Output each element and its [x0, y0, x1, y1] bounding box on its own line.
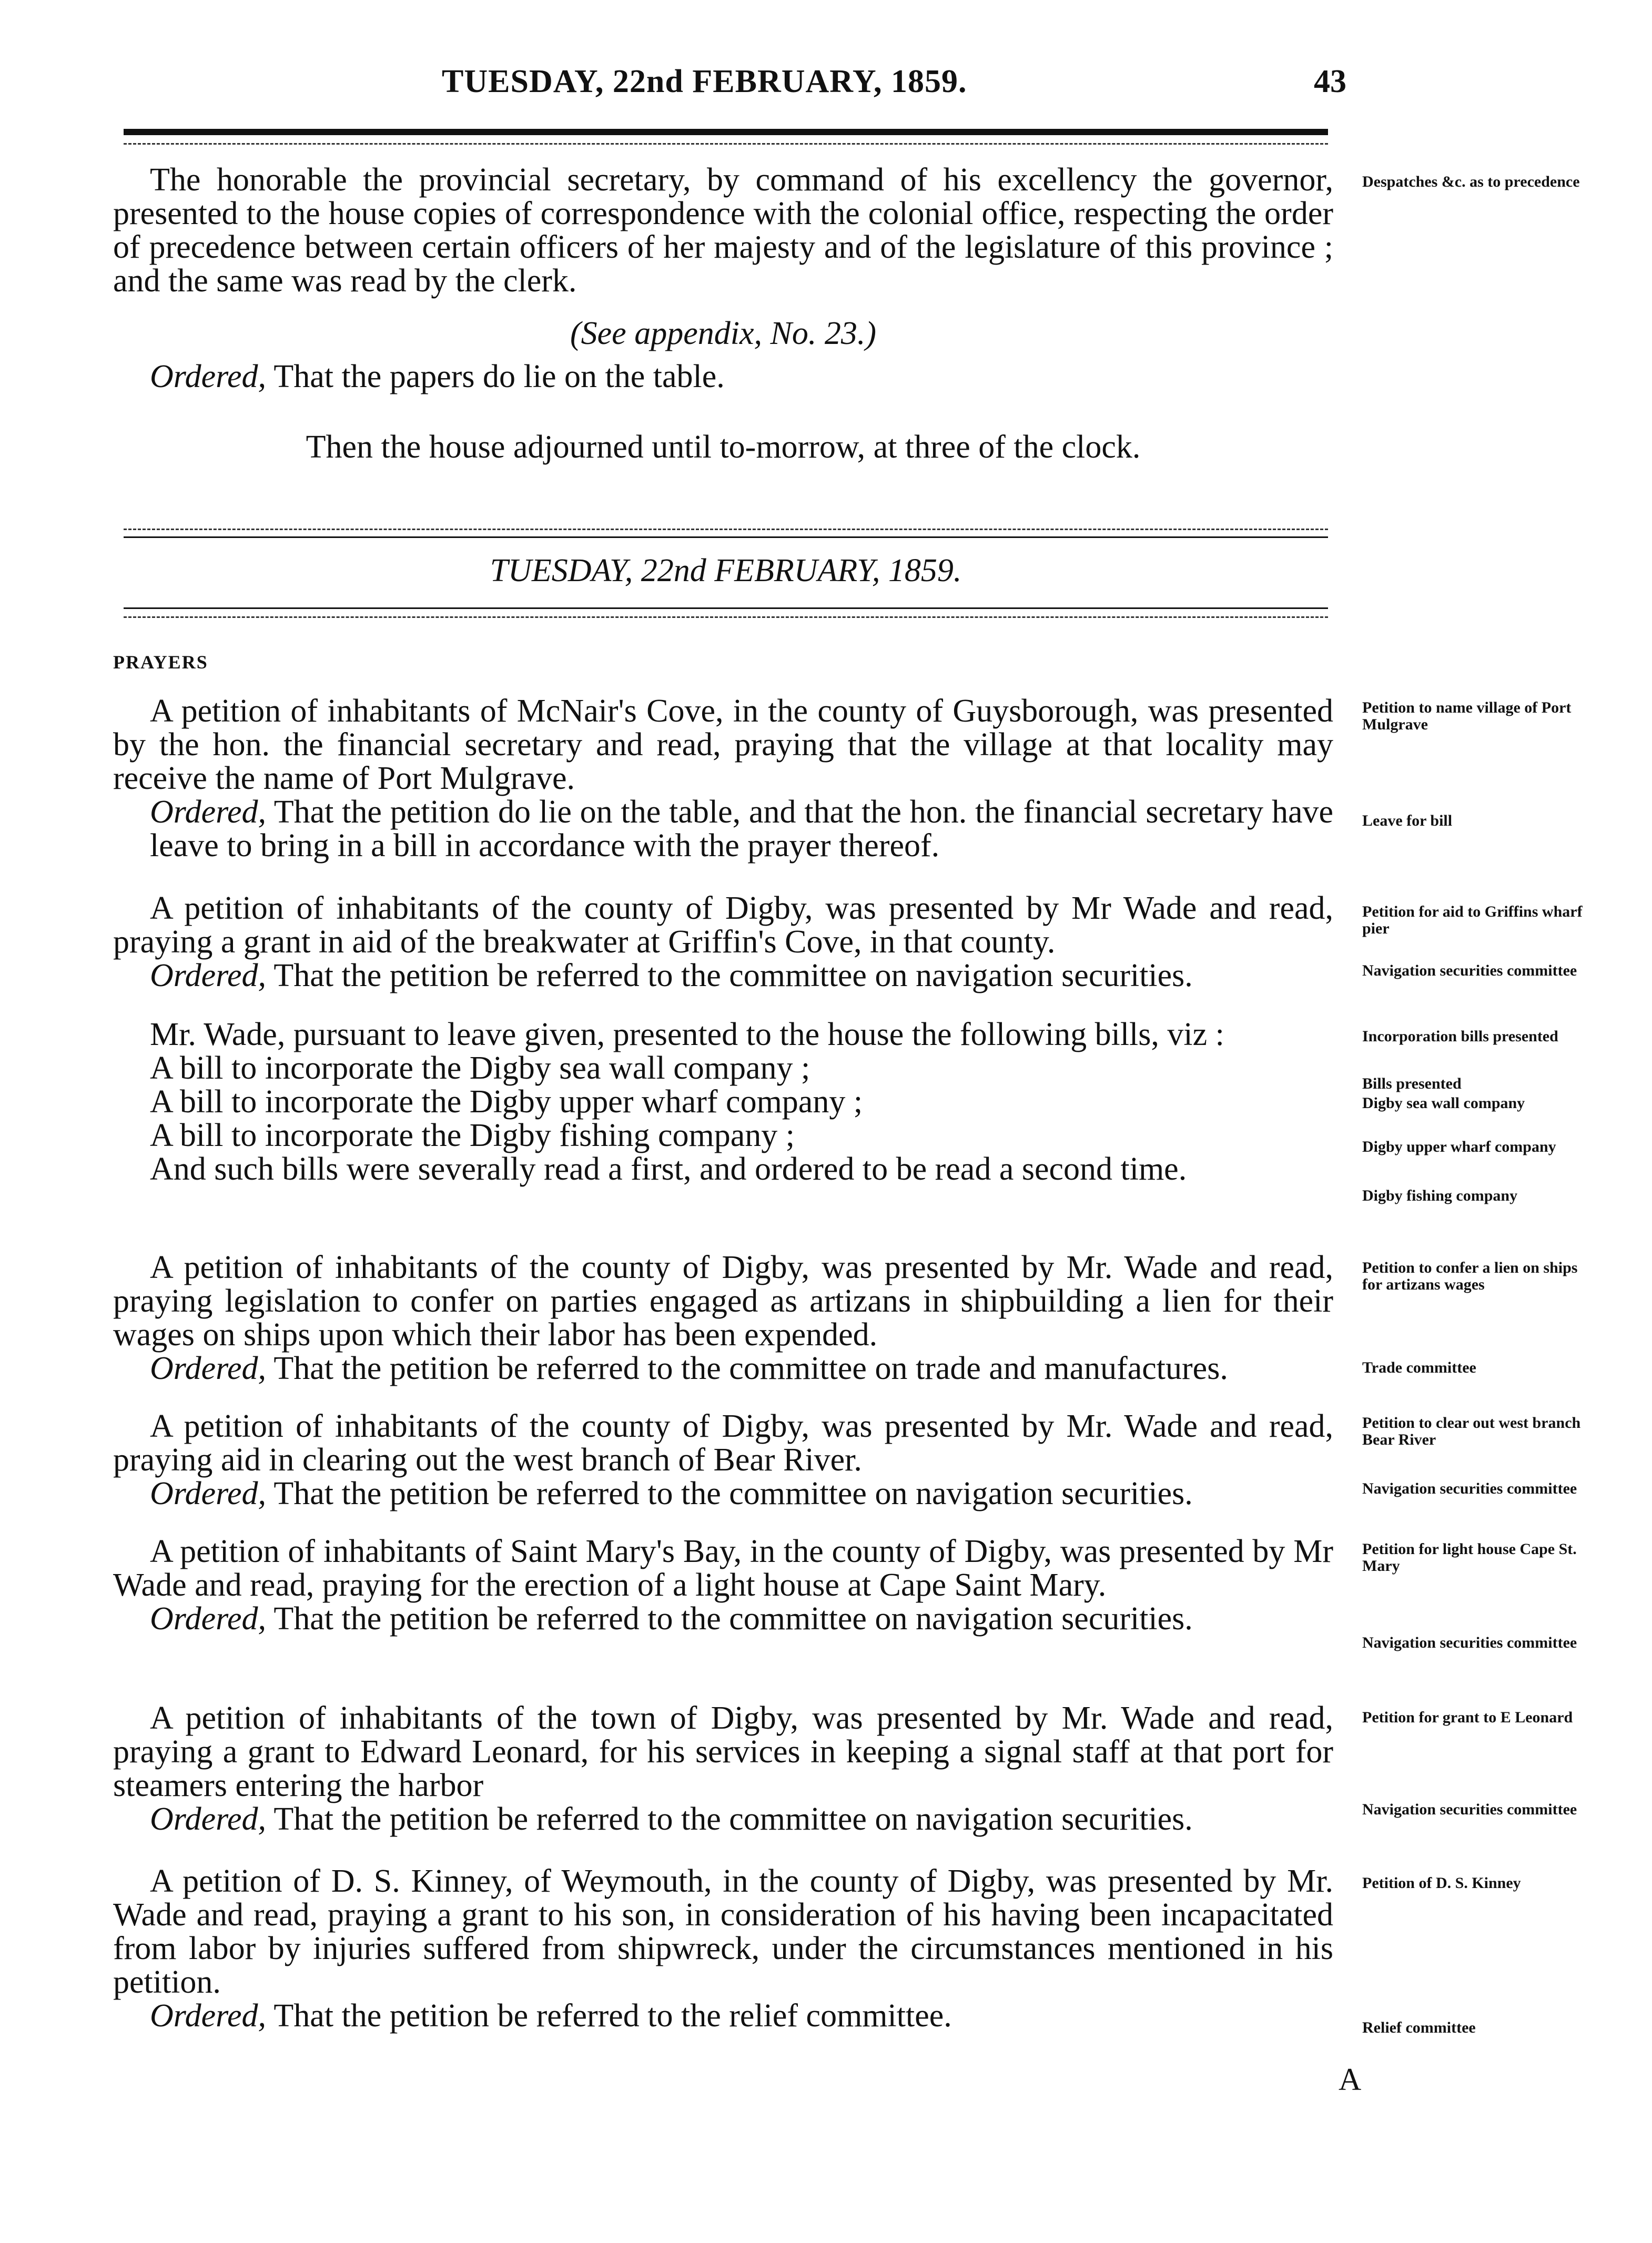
- entry-text: A petition of inhabitants of the county of Digby, was presented by Mr Wade and read, praying a grant in aid of the breakwater at Griffin's Cove, in that county.: [113, 890, 1333, 960]
- margin-note: Trade committee: [1362, 1359, 1476, 1376]
- ordered-text: That the papers do lie on the table.: [273, 359, 725, 394]
- ordered-label: Ordered,: [150, 794, 266, 830]
- entry-text: A petition of inhabitants of Saint Mary's Bay, in the county of Digby, was presented by Mr Wade and read, praying for the erection of a light house at Cape Saint Mary.: [113, 1534, 1333, 1603]
- entry-text: A petition of inhabitants of McNair's Cove, in the county of Guysborough, was presented by the hon. the financial secretary and read, praying that the village at that locality may receive the name of Port Mulgrave.: [113, 693, 1333, 796]
- ordered-line: [113, 795, 1333, 862]
- section-rule-top: [124, 529, 1328, 530]
- margin-note: Digby fishing company: [1362, 1187, 1518, 1204]
- margin-note: Navigation securities committee: [1362, 1801, 1577, 1818]
- margin-note: Incorporation bills presented: [1362, 1028, 1558, 1045]
- margin-note: Petition to clear out west branch Bear River: [1362, 1414, 1581, 1448]
- margin-note: Petition for light house Cape St. Mary: [1362, 1540, 1577, 1575]
- ordered-line: [113, 1802, 1333, 1836]
- margin-note-despatches: Despatches &c. as to precedence: [1362, 173, 1580, 190]
- adjournment-line: Then the house adjourned until to-morrow, at three of the clock.: [306, 429, 1141, 465]
- section-rule-bottom-2: [124, 616, 1328, 618]
- margin-note: Leave for bill: [1362, 812, 1453, 829]
- ordered-line: [113, 959, 1333, 992]
- ordered-text: That the petition be referred to the committee on navigation securities.: [273, 958, 1193, 993]
- ordered-label: Ordered,: [150, 1601, 266, 1637]
- ordered-line: [113, 1477, 1333, 1510]
- section-rule-bottom: [124, 607, 1328, 609]
- ordered-text: That the petition be referred to the relief committee.: [273, 1998, 952, 2034]
- section-rule-top-2: [124, 536, 1328, 538]
- margin-note: Navigation securities committee: [1362, 1634, 1577, 1651]
- section-date: TUESDAY, 22nd FEBRUARY, 1859.: [490, 553, 962, 588]
- entry-2: [113, 891, 1333, 992]
- ordered-text: That the petition do lie on the table, and that the hon. the financial secretary have leave to bring in a bill in accordance with the prayer thereof.: [150, 794, 1333, 864]
- entry-text: A petition of inhabitants of the county of Digby, was presented by Mr. Wade and read, praying aid in clearing out the west branch of Bear River.: [113, 1408, 1333, 1478]
- signature-mark: A: [1339, 2062, 1362, 2097]
- margin-note: Bills presented: [1362, 1075, 1462, 1092]
- ordered-line: [113, 1999, 1333, 2033]
- header-rule-dashed: [124, 143, 1328, 145]
- bill-list: [113, 1051, 1333, 1186]
- prayers-heading: PRAYERS: [113, 652, 208, 673]
- ordered-line: [113, 1352, 1333, 1385]
- margin-note: Petition to confer a lien on ships for artizans wages: [1362, 1259, 1578, 1293]
- margin-note: Digby upper wharf company: [1362, 1138, 1556, 1155]
- ordered-text: That the petition be referred to the committee on trade and manufactures.: [273, 1351, 1228, 1386]
- entry-text: Mr. Wade, pursuant to leave given, presented to the house the following bills, viz :: [150, 1017, 1224, 1052]
- margin-note: Digby sea wall company: [1362, 1094, 1525, 1112]
- ordered-label: Ordered,: [150, 1476, 266, 1511]
- ordered-text: That the petition be referred to the committee on navigation securities.: [273, 1601, 1193, 1637]
- ordered-text: That the petition be referred to the committee on navigation securities.: [273, 1801, 1193, 1837]
- list-item: A bill to incorporate the Digby fishing company ;: [150, 1118, 795, 1153]
- entry-text: A petition of inhabitants of the town of Digby, was presented by Mr. Wade and read, praying a grant to Edward Leonard, for his services in keeping a signal staff at that port for steamers entering the harbor: [113, 1700, 1333, 1803]
- ordered-line: [113, 360, 1333, 393]
- appendix-reference: (See appendix, No. 23.): [570, 316, 876, 351]
- entry-1: [113, 694, 1333, 862]
- entry-6: [113, 1535, 1333, 1636]
- entry-4: [113, 1251, 1333, 1385]
- ordered-label: Ordered,: [150, 359, 266, 394]
- margin-note: Petition for grant to E Leonard: [1362, 1709, 1573, 1726]
- intro-section: [113, 163, 1333, 464]
- list-item: And such bills were severally read a first, and ordered to be read a second time.: [150, 1151, 1187, 1187]
- margin-note: Navigation securities committee: [1362, 1480, 1577, 1497]
- entry-5: [113, 1409, 1333, 1510]
- margin-note: Petition to name village of Port Mulgrave: [1362, 699, 1572, 733]
- list-item: A bill to incorporate the Digby sea wall company ;: [150, 1050, 810, 1086]
- margin-note: Navigation securities committee: [1362, 962, 1577, 979]
- ordered-label: Ordered,: [150, 1801, 266, 1837]
- ordered-label: Ordered,: [150, 1998, 266, 2034]
- entry-7: [113, 1701, 1333, 1836]
- ordered-label: Ordered,: [150, 958, 266, 993]
- intro-paragraph: The honorable the provincial secretary, by command of his excellency the governor, presented to the house copies of correspondence with the colonial office, respecting the order of precedence between certain officers of her majesty and of the legislature of this province ; and the same was read by the clerk.: [113, 162, 1333, 299]
- entry-8: [113, 1864, 1333, 2033]
- header-rule: [124, 129, 1328, 135]
- entry-3: [113, 1018, 1333, 1186]
- page-header: [126, 63, 1346, 121]
- list-item: A bill to incorporate the Digby upper wharf company ;: [150, 1084, 863, 1120]
- margin-note: Relief committee: [1362, 2019, 1476, 2036]
- margin-note: Petition of D. S. Kinney: [1362, 1874, 1521, 1892]
- entry-text: A petition of D. S. Kinney, of Weymouth, in the county of Digby, was presented by Mr. Wade and read, praying a grant to his son, in consideration of his having been incapacitated from labor by injuries suffered from shipwreck, under the circumstances mentioned in his petition.: [113, 1863, 1333, 2000]
- page-number: 43: [1314, 64, 1346, 99]
- ordered-line: [113, 1602, 1333, 1636]
- entry-text: A petition of inhabitants of the county of Digby, was presented by Mr. Wade and read, praying legislation to confer on parties engaged as artizans in shipbuilding a lien for their wages on ships upon which their labor has been expended.: [113, 1250, 1333, 1353]
- ordered-text: That the petition be referred to the committee on navigation securities.: [273, 1476, 1193, 1511]
- page-title: TUESDAY, 22nd FEBRUARY, 1859.: [442, 64, 967, 99]
- margin-note: Petition for aid to Griffins wharf pier: [1362, 903, 1583, 937]
- ordered-label: Ordered,: [150, 1351, 266, 1386]
